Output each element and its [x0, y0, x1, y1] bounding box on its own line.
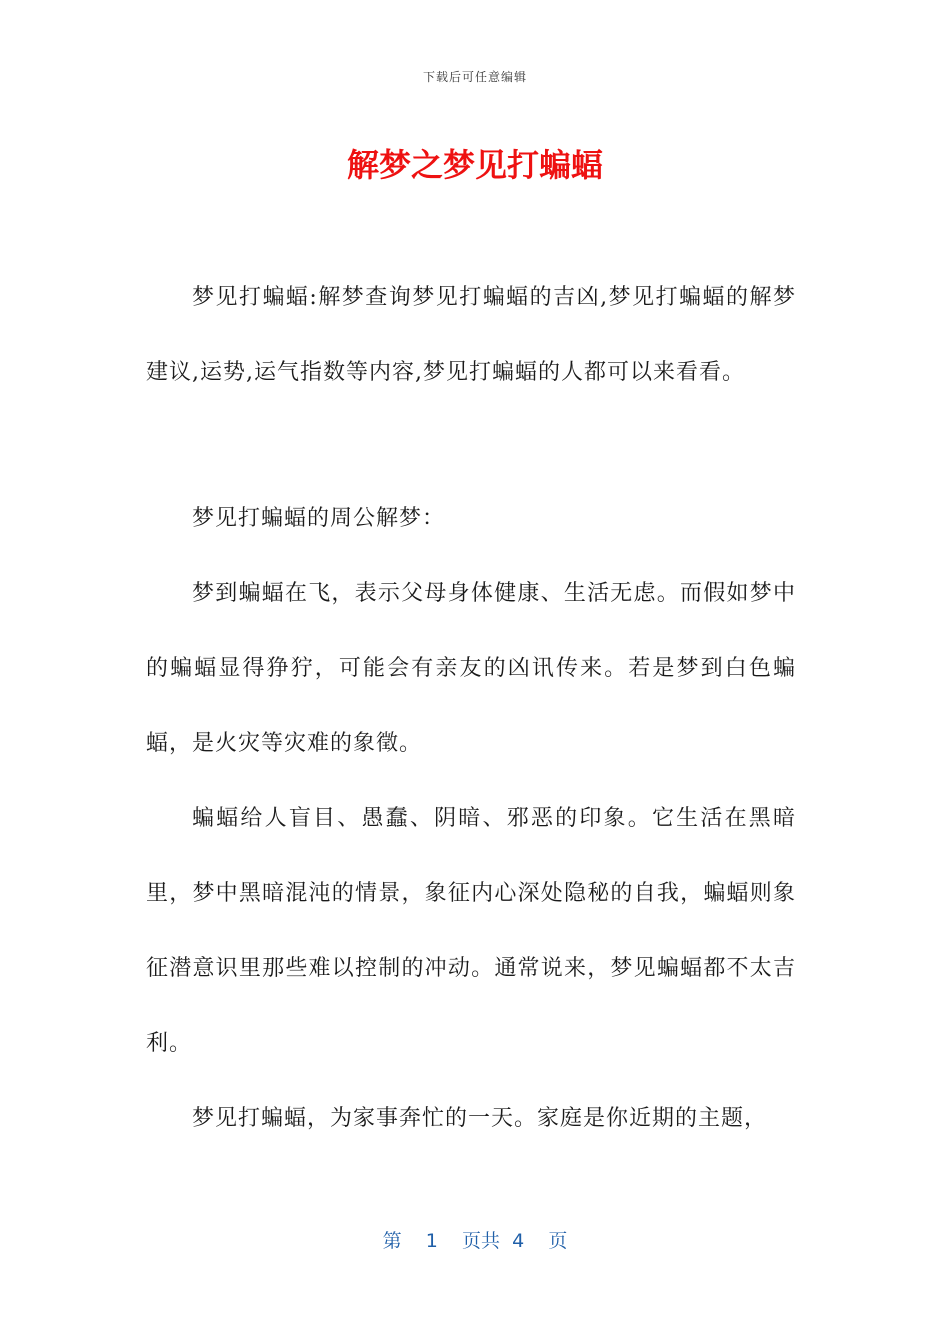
intro-paragraph: 梦见打蝙蝠:解梦查询梦见打蝙蝠的吉凶,梦见打蝙蝠的解梦建议,运势,运气指数等内容,梦见打蝙蝠的人都可以来看看。 [146, 285, 796, 385]
document-title: 解梦之梦见打蝙蝠 [346, 146, 603, 184]
footer-page-prefix: 第 [382, 1230, 402, 1252]
busy-day-paragraph: 梦见打蝙蝠，为家事奔忙的一天。家庭是你近期的主题， [192, 1106, 768, 1131]
footer-current-page: 1 [425, 1230, 438, 1252]
header-note: 下载后可任意编辑 [422, 70, 527, 84]
footer-page-middle: 页共 [462, 1230, 501, 1252]
page-footer [0, 1226, 950, 1253]
footer-page-suffix: 页 [548, 1230, 568, 1252]
darkness-paragraph: 蝙蝠给人盲目、愚蠢、阴暗、邪恶的印象。它生活在黑暗里，梦中黑暗混沌的情景，象征内心深处隐秘的自我，蝙蝠则象征潜意识里那些难以控制的冲动。通常说来，梦见蝙蝠都不太吉利。 [146, 806, 796, 1056]
flying-bat-paragraph: 梦到蝙蝠在飞，表示父母身体健康、生活无虑。而假如梦中的蝙蝠显得狰狞，可能会有亲友的凶讯传来。若是梦到白色蝙蝠，是火灾等灾难的象徵。 [146, 581, 796, 756]
footer-total-pages: 4 [512, 1230, 525, 1252]
zhougong-heading-paragraph: 梦见打蝙蝠的周公解梦： [192, 506, 446, 531]
